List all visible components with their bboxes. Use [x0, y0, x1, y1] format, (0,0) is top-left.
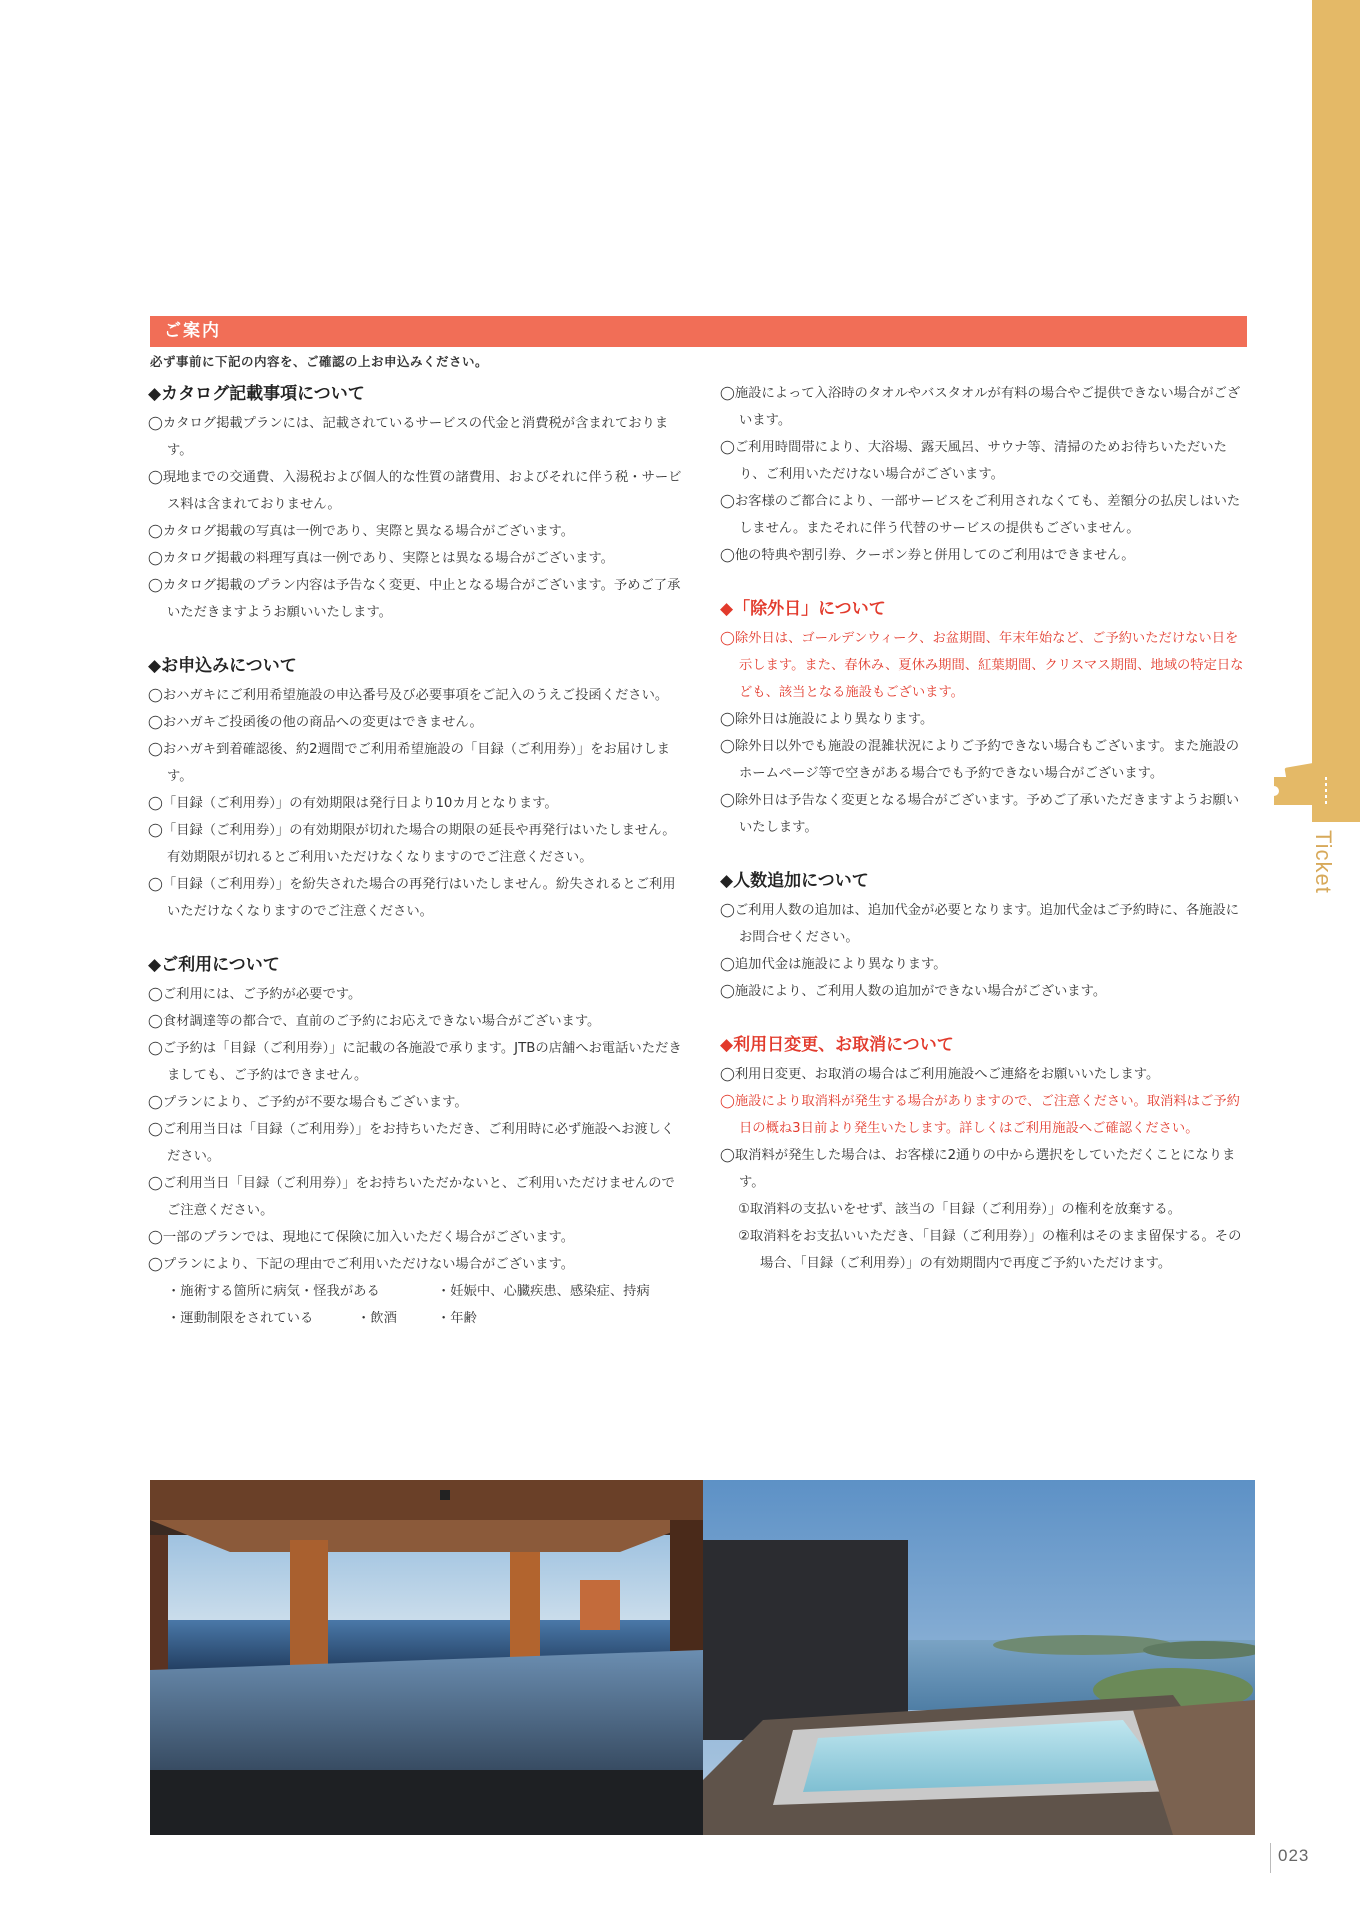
list-item: ◯除外日以外でも施設の混雑状況によりご予約できない場合もございます。また施設のホームページ等で空きがある場合でも予約できない場合がございます。: [720, 739, 1240, 781]
additional-section: [720, 867, 1250, 1005]
list-item: ◯施設により取消料が発生する場合がありますので、ご注意ください。取消料はご予約日の概ね3日前より発生いたします。詳しくはご利用施設へご確認ください。: [720, 1094, 1240, 1136]
list-item: ◯ご利用時間帯により、大浴場、露天風呂、サウナ等、清掃のためお待ちいただいたり、ご利用いただけない場合がございます。: [720, 440, 1227, 482]
usage-continued: [720, 380, 1250, 569]
side-tab-label: Ticket: [1311, 830, 1336, 894]
sub-list-item: ②取消料をお支払いいただき、「目録（ご利用券）」の権利はそのまま留保する。その場合、「目録（ご利用券）」の有効期間内で再度ご予約いただけます。: [738, 1229, 1242, 1271]
list-item: ◯カタログ掲載のプラン内容は予告なく変更、中止となる場合がございます。予めご了承いただきますようお願いいたします。: [148, 578, 681, 620]
application-section: [148, 652, 683, 925]
catalog-section: [148, 380, 683, 626]
reason-item: ・妊娠中、心臓疾患、感染症、持病: [437, 1284, 650, 1299]
list-item: ◯除外日は施設により異なります。: [720, 712, 934, 727]
list-item: ◯おハガキにご利用希望施設の申込番号及び必要事項をご記入のうえご投函ください。: [148, 688, 669, 703]
section-title: ◆人数追加について: [720, 871, 869, 891]
list-item: ◯ご利用当日は「目録（ご利用券）」をお持ちいただき、ご利用時に必ず施設へお渡しください。: [148, 1122, 675, 1164]
reason-item: ・年齢: [437, 1311, 477, 1326]
list-item: ◯プランにより、下記の理由でご利用いただけない場合がございます。: [148, 1257, 575, 1272]
list-item: ◯食材調達等の都合で、直前のご予約にお応えできない場合がございます。: [148, 1014, 601, 1029]
list-item: ◯ご利用人数の追加は、追加代金が必要となります。追加代金はご予約時に、各施設にお問合せください。: [720, 903, 1240, 945]
reason-row: [148, 1278, 683, 1305]
list-item: ◯除外日は、ゴールデンウィーク、お盆期間、年末年始など、ご予約いただけない日を示します。また、春休み、夏休み期間、紅葉期間、クリスマス期間、地域の特定日なども、該当となる施設もございます。: [720, 631, 1244, 700]
list-item: ◯利用日変更、お取消の場合はご利用施設へご連絡をお願いいたします。: [720, 1067, 1160, 1082]
list-item: ◯プランにより、ご予約が不要な場合もございます。: [148, 1095, 468, 1110]
list-item: ◯現地までの交通費、入湯税および個人的な性質の諸費用、およびそれに伴う税・サービス料は含まれておりません。: [148, 470, 682, 512]
list-item: ◯追加代金は施設により異なります。: [720, 957, 947, 972]
list-item: ◯ご利用当日「目録（ご利用券）」をお持ちいただかないと、ご利用いただけませんのでご注意ください。: [148, 1176, 675, 1218]
list-item: ◯ご利用には、ご予約が必要です。: [148, 987, 362, 1002]
indoor-bath-photo: [150, 1480, 703, 1835]
section-title: ◆お申込みについて: [148, 656, 297, 676]
header-note: 必ず事前に下記の内容を、ご確認の上お申込みください。: [150, 354, 489, 369]
list-item: ◯おハガキ到着確認後、約2週間でご利用希望施設の「目録（ご利用券）」をお届けします。: [148, 742, 670, 784]
list-item: ◯除外日は予告なく変更となる場合がございます。予めご了承いただきますようお願いいたします。: [720, 793, 1240, 835]
ticket-icon: [1270, 755, 1354, 811]
reason-row: [148, 1305, 683, 1332]
outdoor-bath-photo: [703, 1480, 1255, 1835]
page-number: 023: [1278, 1846, 1310, 1865]
list-item: ◯カタログ掲載の写真は一例であり、実際と異なる場合がございます。: [148, 524, 575, 539]
section-title: ◆「除外日」について: [720, 599, 886, 619]
list-item: ◯施設により、ご利用人数の追加ができない場合がございます。: [720, 984, 1107, 999]
list-item: ◯ご予約は「目録（ご利用券）」に記載の各施設で承ります。JTBの店舗へお電話いただきましても、ご予約はできません。: [148, 1041, 682, 1083]
list-item: ◯他の特典や割引券、クーポン券と併用してのご利用はできません。: [720, 548, 1135, 563]
section-title: ◆カタログ記載事項について: [148, 384, 365, 404]
reason-item: ・飲酒: [357, 1311, 397, 1326]
list-item: ◯「目録（ご利用券）」の有効期限が切れた場合の期限の延長や再発行はいたしません。有効期限が切れるとご利用いただけなくなりますのでご注意ください。: [148, 823, 676, 865]
list-item: ◯施設によって入浴時のタオルやバスタオルが有料の場合やご提供できない場合がございます。: [720, 386, 1241, 428]
list-item: ◯一部のプランでは、現地にて保険に加入いただく場合がございます。: [148, 1230, 575, 1245]
reason-item: ・運動制限をされている: [167, 1311, 314, 1326]
sub-list-item: ①取消料の支払いをせず、該当の「目録（ご利用券）」の権利を放棄する。: [738, 1202, 1182, 1217]
list-item: ◯「目録（ご利用券）」を紛失された場合の再発行はいたしません。紛失されるとご利用いただけなくなりますのでご注意ください。: [148, 877, 676, 919]
side-tab: [1312, 0, 1360, 822]
section-title: ◆利用日変更、お取消について: [720, 1035, 954, 1055]
list-item: ◯カタログ掲載プランには、記載されているサービスの代金と消費税が含まれております。: [148, 416, 669, 458]
left-column: [148, 380, 683, 1358]
exclusion-section: [720, 595, 1250, 841]
page-divider: [1270, 1843, 1271, 1873]
list-item: ◯「目録（ご利用券）」の有効期限は発行日より10カ月となります。: [148, 796, 558, 811]
list-item: ◯おハガキご投函後の他の商品への変更はできません。: [148, 715, 483, 730]
section-title: ◆ご利用について: [148, 955, 280, 975]
cancel-section: [720, 1031, 1250, 1277]
list-item: ◯取消料が発生した場合は、お客様に2通りの中から選択をしていただくことになります。: [720, 1148, 1236, 1190]
section-header: ご案内: [150, 316, 1247, 347]
list-item: ◯カタログ掲載の料理写真は一例であり、実際とは異なる場合がございます。: [148, 551, 614, 566]
right-column: [720, 380, 1250, 1303]
usage-section: [148, 951, 683, 1332]
list-item: ◯お客様のご都合により、一部サービスをご利用されなくても、差額分の払戻しはいたしません。またそれに伴う代替のサービスの提供もございません。: [720, 494, 1241, 536]
reason-item: ・施術する箇所に病気・怪我がある: [167, 1284, 380, 1299]
